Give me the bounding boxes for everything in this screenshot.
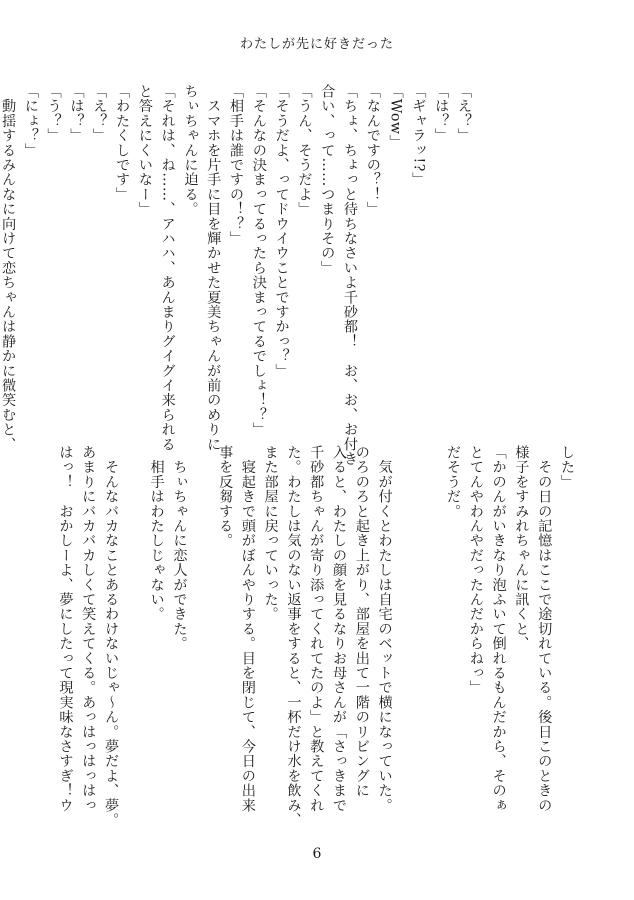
text-line: 「え？」	[91, 84, 108, 143]
text-line: 「相手は誰ですの！？」	[228, 84, 245, 246]
text-line: 入ると、わたしの顔を見るなりお母さんが「さっきまで	[331, 445, 348, 813]
text-line: とてんやわんやだったんだからねっ」	[467, 445, 484, 695]
text-line: 「それは、ね……、アハハ、あんまりグイグイ来られる	[159, 84, 176, 452]
text-line: 「なんですの？！」	[364, 84, 381, 217]
text-block-top	[0, 84, 475, 467]
text-line: した」	[559, 445, 575, 490]
text-line: 「かのんがいきなり泡ふいて倒れるもんだから、そのぁ	[490, 445, 507, 813]
text-line: 相手はわたしじゃない。	[148, 445, 165, 622]
text-line: だそうだ。	[445, 445, 462, 519]
text-line: あまりにバカバカしくて笑えてくる。あっはっはっはっ	[80, 445, 97, 813]
text-line: 「う？」	[45, 84, 62, 143]
text-line	[190, 445, 213, 845]
text-line: 「わたくしです」	[114, 84, 131, 202]
text-line: 「そうだよ、ってドウイウことですかっ？」	[273, 84, 290, 378]
text-line: そんなバカなことあるわけないじゃ～ん。夢だよ、夢。	[103, 445, 120, 828]
text-line: その日の記憶はここで途切れている。後日このときの	[536, 445, 553, 813]
text-line: ちぃちゃんに恋人ができた。	[171, 445, 188, 651]
text-line: 合い、って……つまりその」	[319, 84, 336, 276]
page-number: 6	[312, 846, 322, 862]
text-line: また部屋に戻っていった。	[262, 445, 279, 622]
text-line: 様子をすみれちゃんに訊くと、	[513, 445, 530, 651]
page-title: わたしが先に好きだった	[239, 37, 394, 52]
text-block-bottom	[57, 445, 578, 845]
text-line: スマホを片手に目を輝かせた夏美ちゃんが前のめりに	[205, 84, 222, 452]
text-line: 「ギャラッ!?」	[410, 84, 427, 187]
text-line: 「にょ？」	[22, 84, 39, 158]
text-line	[122, 445, 145, 845]
text-line	[396, 445, 419, 845]
text-line	[418, 445, 441, 845]
text-line: ちぃちゃんに迫る。	[182, 84, 199, 217]
text-line: 事を反芻する。	[217, 445, 234, 548]
text-line: 「うん、そうだよ」	[296, 84, 313, 217]
text-line: と答えにくいなー」	[136, 84, 153, 217]
text-line: のろのろと起き上がり、部屋を出て一階のリビングに	[353, 445, 370, 798]
text-line: た。わたしは気のない返事をすると、一杯だけ水を飲み、	[285, 445, 302, 828]
text-line: 千砂都ちゃんが寄り添ってくれてたのよ」と教えてくれ	[308, 445, 325, 813]
text-line: 「は？」	[433, 84, 450, 143]
text-line: 「ちょ、ちょっと待ちなさいよ千砂都！ お、お、お付き	[342, 84, 359, 467]
text-line: 「は？」	[68, 84, 85, 143]
text-line: 「え？」	[456, 84, 472, 143]
text-line: 寝起きで頭がぼんやりする。目を閉じて、今日の出来	[239, 445, 256, 813]
text-line: 「そんなの決まってるったら決まってるでしょ！？」	[250, 84, 267, 437]
text-line: 動揺するみんなに向けて恋ちゃんは静かに微笑むと、	[0, 84, 17, 452]
text-line: 気が付くとわたしは自宅のベットで横になっていた。	[376, 445, 393, 813]
text-line: 「Wow」	[387, 84, 404, 150]
text-line: はっ！ おかしーよ、夢にしたって現実味なさすぎ！ウ	[57, 445, 74, 813]
